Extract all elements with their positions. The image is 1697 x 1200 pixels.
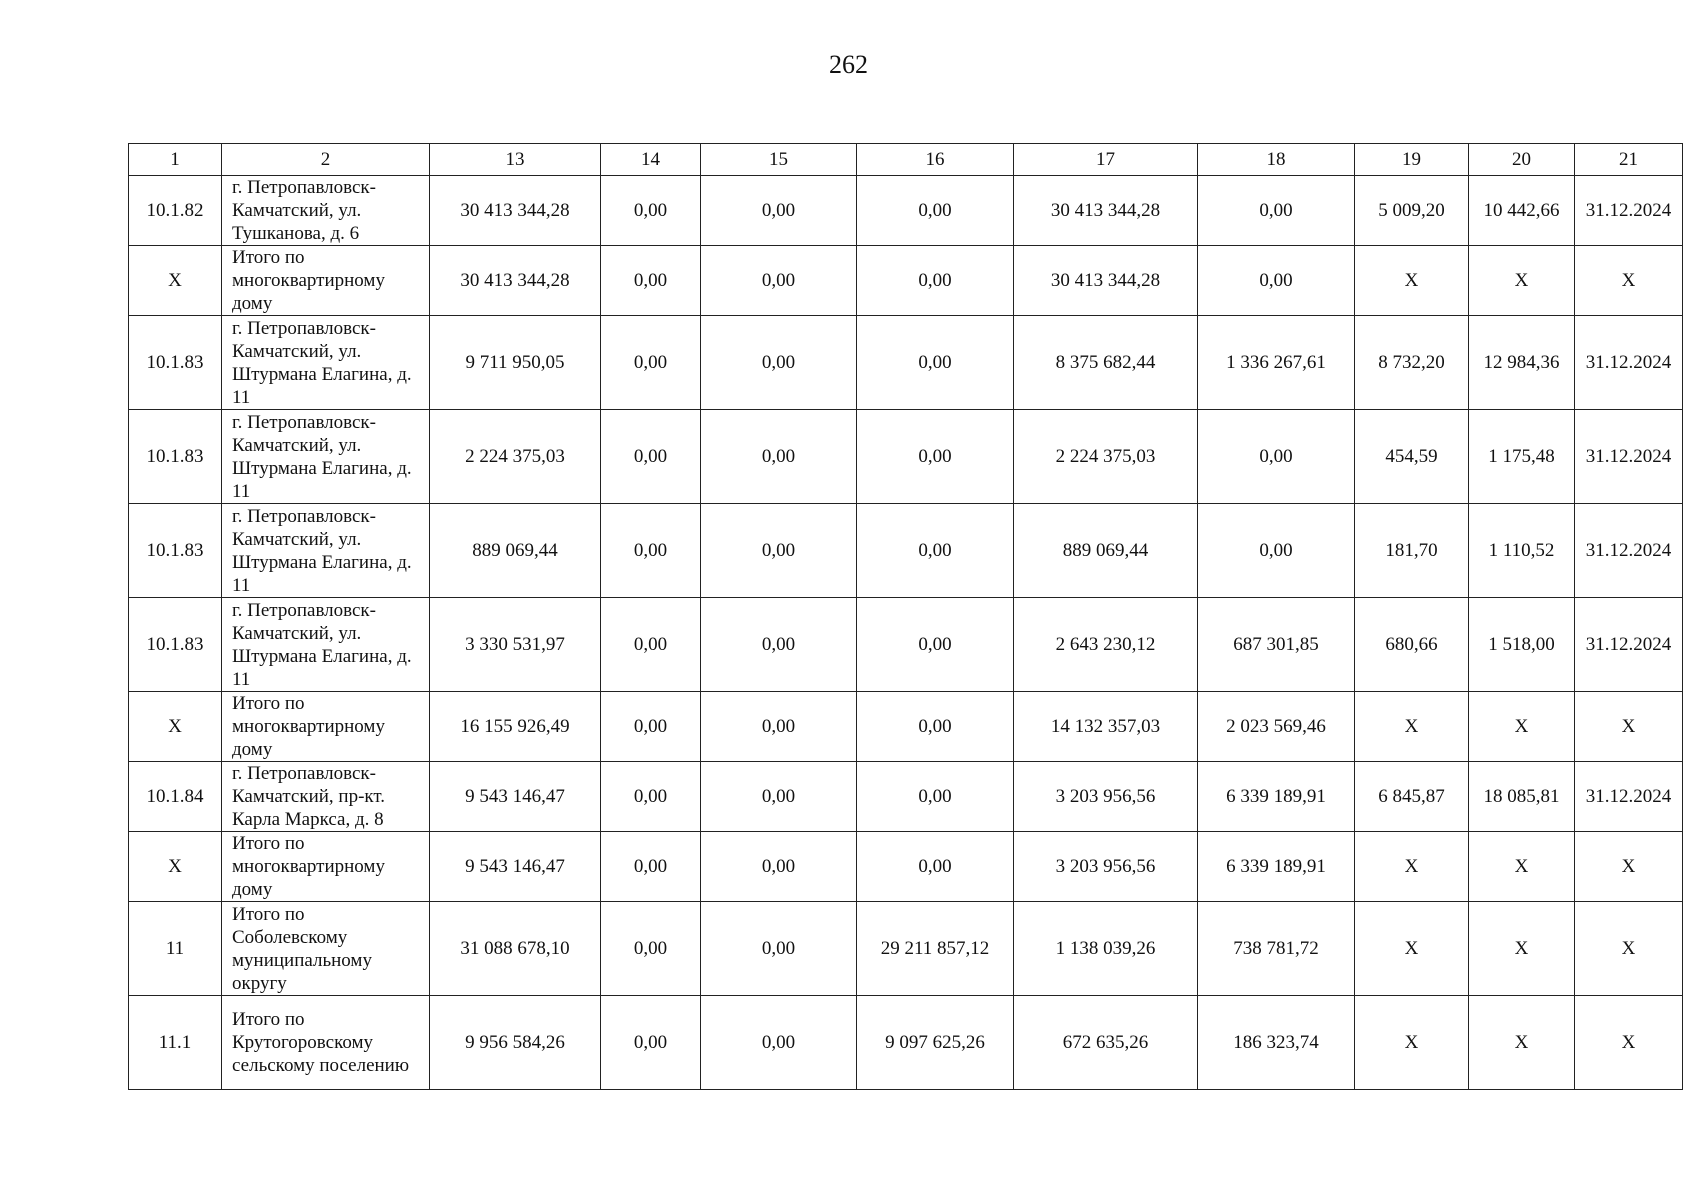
table-cell: 30 413 344,28	[430, 176, 601, 246]
table-cell: 9 956 584,26	[430, 996, 601, 1090]
table-cell: Х	[1355, 996, 1469, 1090]
table-cell: 3 330 531,97	[430, 598, 601, 692]
table-cell: г. Петропавловск-Камчатский, ул. Штурмана Елагина, д. 11	[222, 504, 430, 598]
table-cell: 16 155 926,49	[430, 692, 601, 762]
table-cell: 2 224 375,03	[430, 410, 601, 504]
table-cell: Итого по многоквартирному дому	[222, 246, 430, 316]
table-cell: 0,00	[1198, 410, 1355, 504]
table-cell: 6 339 189,91	[1198, 762, 1355, 832]
table-cell: Х	[129, 692, 222, 762]
table-row	[129, 504, 1683, 598]
column-header: 14	[601, 144, 701, 176]
table-cell: 3 203 956,56	[1014, 832, 1198, 902]
column-header: 1	[129, 144, 222, 176]
table-cell: Итого по многоквартирному дому	[222, 692, 430, 762]
table-cell: 889 069,44	[430, 504, 601, 598]
column-header: 18	[1198, 144, 1355, 176]
table-cell: 0,00	[601, 996, 701, 1090]
table-cell: 29 211 857,12	[857, 902, 1014, 996]
table-cell: 9 543 146,47	[430, 762, 601, 832]
table-cell: 0,00	[857, 246, 1014, 316]
table-cell: 0,00	[601, 176, 701, 246]
table-cell: 10 442,66	[1469, 176, 1575, 246]
table-cell: Итого по Соболевскому муниципальному округу	[222, 902, 430, 996]
table-cell: 1 138 039,26	[1014, 902, 1198, 996]
table-cell: 9 097 625,26	[857, 996, 1014, 1090]
table-cell: 0,00	[1198, 504, 1355, 598]
table-row	[129, 176, 1683, 246]
table-cell: 1 518,00	[1469, 598, 1575, 692]
table-cell: 0,00	[1198, 176, 1355, 246]
table-cell: 0,00	[701, 316, 857, 410]
table-cell: 1 336 267,61	[1198, 316, 1355, 410]
table-cell: 0,00	[601, 316, 701, 410]
table-cell: 0,00	[601, 762, 701, 832]
table-cell: 0,00	[701, 246, 857, 316]
table-cell: 0,00	[701, 692, 857, 762]
table-cell: 0,00	[701, 410, 857, 504]
table-cell: 889 069,44	[1014, 504, 1198, 598]
table-cell: 0,00	[601, 598, 701, 692]
table-row	[129, 692, 1683, 762]
table-cell: 10.1.83	[129, 316, 222, 410]
table-cell: 0,00	[601, 832, 701, 902]
table-cell: 0,00	[701, 832, 857, 902]
table-cell: 0,00	[857, 176, 1014, 246]
table-cell: 0,00	[601, 902, 701, 996]
table-cell: 11	[129, 902, 222, 996]
table-cell: 6 339 189,91	[1198, 832, 1355, 902]
table-cell: 31.12.2024	[1575, 316, 1683, 410]
table-cell: 0,00	[1198, 246, 1355, 316]
table-cell: 30 413 344,28	[430, 246, 601, 316]
table-cell: 9 543 146,47	[430, 832, 601, 902]
column-header: 19	[1355, 144, 1469, 176]
table-cell: 6 845,87	[1355, 762, 1469, 832]
column-header: 17	[1014, 144, 1198, 176]
table-row	[129, 598, 1683, 692]
table-cell: 2 643 230,12	[1014, 598, 1198, 692]
table-cell: 0,00	[857, 410, 1014, 504]
table-cell: Х	[1575, 996, 1683, 1090]
table-cell: 8 732,20	[1355, 316, 1469, 410]
table-cell: 10.1.82	[129, 176, 222, 246]
table-cell: Х	[1355, 902, 1469, 996]
table-cell: 18 085,81	[1469, 762, 1575, 832]
table-cell: Х	[1469, 692, 1575, 762]
column-header: 16	[857, 144, 1014, 176]
table-cell: 31.12.2024	[1575, 762, 1683, 832]
table-cell: 8 375 682,44	[1014, 316, 1198, 410]
table-cell: 0,00	[857, 598, 1014, 692]
table-cell: Х	[129, 246, 222, 316]
table-cell: 2 224 375,03	[1014, 410, 1198, 504]
table-cell: 14 132 357,03	[1014, 692, 1198, 762]
table-cell: г. Петропавловск-Камчатский, ул. Тушканова, д. 6	[222, 176, 430, 246]
table-cell: 10.1.84	[129, 762, 222, 832]
table-cell: Х	[1469, 832, 1575, 902]
table-cell: 454,59	[1355, 410, 1469, 504]
table-cell: 0,00	[701, 996, 857, 1090]
table-cell: 30 413 344,28	[1014, 246, 1198, 316]
table-cell: 186 323,74	[1198, 996, 1355, 1090]
table-row	[129, 316, 1683, 410]
table-cell: 0,00	[601, 504, 701, 598]
table-cell: 0,00	[857, 316, 1014, 410]
table-cell: 680,66	[1355, 598, 1469, 692]
table-cell: Х	[1355, 832, 1469, 902]
table-cell: 0,00	[857, 762, 1014, 832]
table-cell: 31 088 678,10	[430, 902, 601, 996]
table-cell: г. Петропавловск-Камчатский, ул. Штурмана Елагина, д. 11	[222, 316, 430, 410]
table-cell: 0,00	[601, 246, 701, 316]
table-cell: 0,00	[701, 762, 857, 832]
table-cell: 30 413 344,28	[1014, 176, 1198, 246]
table-row	[129, 410, 1683, 504]
table-cell: Х	[1469, 996, 1575, 1090]
data-table	[128, 143, 1683, 1090]
table-cell: 5 009,20	[1355, 176, 1469, 246]
table-cell: Х	[1355, 246, 1469, 316]
table-cell: 0,00	[701, 504, 857, 598]
table-cell: Х	[1575, 692, 1683, 762]
table-cell: 0,00	[601, 692, 701, 762]
table-cell: Х	[1575, 902, 1683, 996]
table-cell: Х	[1469, 246, 1575, 316]
table-cell: 1 175,48	[1469, 410, 1575, 504]
table-cell: 0,00	[701, 598, 857, 692]
table-row	[129, 832, 1683, 902]
table-cell: 181,70	[1355, 504, 1469, 598]
page-number: 262	[829, 50, 868, 79]
table-cell: 0,00	[701, 902, 857, 996]
table-cell: 31.12.2024	[1575, 410, 1683, 504]
table-cell: Итого по Крутогоровскому сельскому поселению	[222, 996, 430, 1090]
table-cell: Х	[1355, 692, 1469, 762]
table-cell: 672 635,26	[1014, 996, 1198, 1090]
column-header: 20	[1469, 144, 1575, 176]
table-cell: г. Петропавловск-Камчатский, ул. Штурмана Елагина, д. 11	[222, 410, 430, 504]
table-cell: 11.1	[129, 996, 222, 1090]
table-cell: 687 301,85	[1198, 598, 1355, 692]
table-cell: 31.12.2024	[1575, 598, 1683, 692]
table-cell: 10.1.83	[129, 410, 222, 504]
table-row	[129, 996, 1683, 1090]
table-cell: 10.1.83	[129, 598, 222, 692]
table-cell: 0,00	[857, 832, 1014, 902]
table-cell: 12 984,36	[1469, 316, 1575, 410]
table-row	[129, 902, 1683, 996]
table-cell: г. Петропавловск-Камчатский, ул. Штурмана Елагина, д. 11	[222, 598, 430, 692]
table-cell: 10.1.83	[129, 504, 222, 598]
table-cell: Х	[1575, 246, 1683, 316]
column-header: 15	[701, 144, 857, 176]
table-cell: 1 110,52	[1469, 504, 1575, 598]
table-row	[129, 762, 1683, 832]
table-cell: Х	[129, 832, 222, 902]
column-header: 2	[222, 144, 430, 176]
table-cell: 2 023 569,46	[1198, 692, 1355, 762]
table-cell: 0,00	[857, 504, 1014, 598]
table-cell: 0,00	[857, 692, 1014, 762]
table-cell: г. Петропавловск-Камчатский, пр-кт. Карла Маркса, д. 8	[222, 762, 430, 832]
table-cell: 738 781,72	[1198, 902, 1355, 996]
table-cell: Х	[1575, 832, 1683, 902]
table-cell: 3 203 956,56	[1014, 762, 1198, 832]
column-header: 13	[430, 144, 601, 176]
table-cell: Итого по многоквартирному дому	[222, 832, 430, 902]
table-cell: Х	[1469, 902, 1575, 996]
table-cell: 31.12.2024	[1575, 504, 1683, 598]
header-row	[129, 144, 1683, 176]
table-cell: 31.12.2024	[1575, 176, 1683, 246]
table-row	[129, 246, 1683, 316]
table-cell: 0,00	[601, 410, 701, 504]
table-cell: 9 711 950,05	[430, 316, 601, 410]
column-header: 21	[1575, 144, 1683, 176]
table-cell: 0,00	[701, 176, 857, 246]
